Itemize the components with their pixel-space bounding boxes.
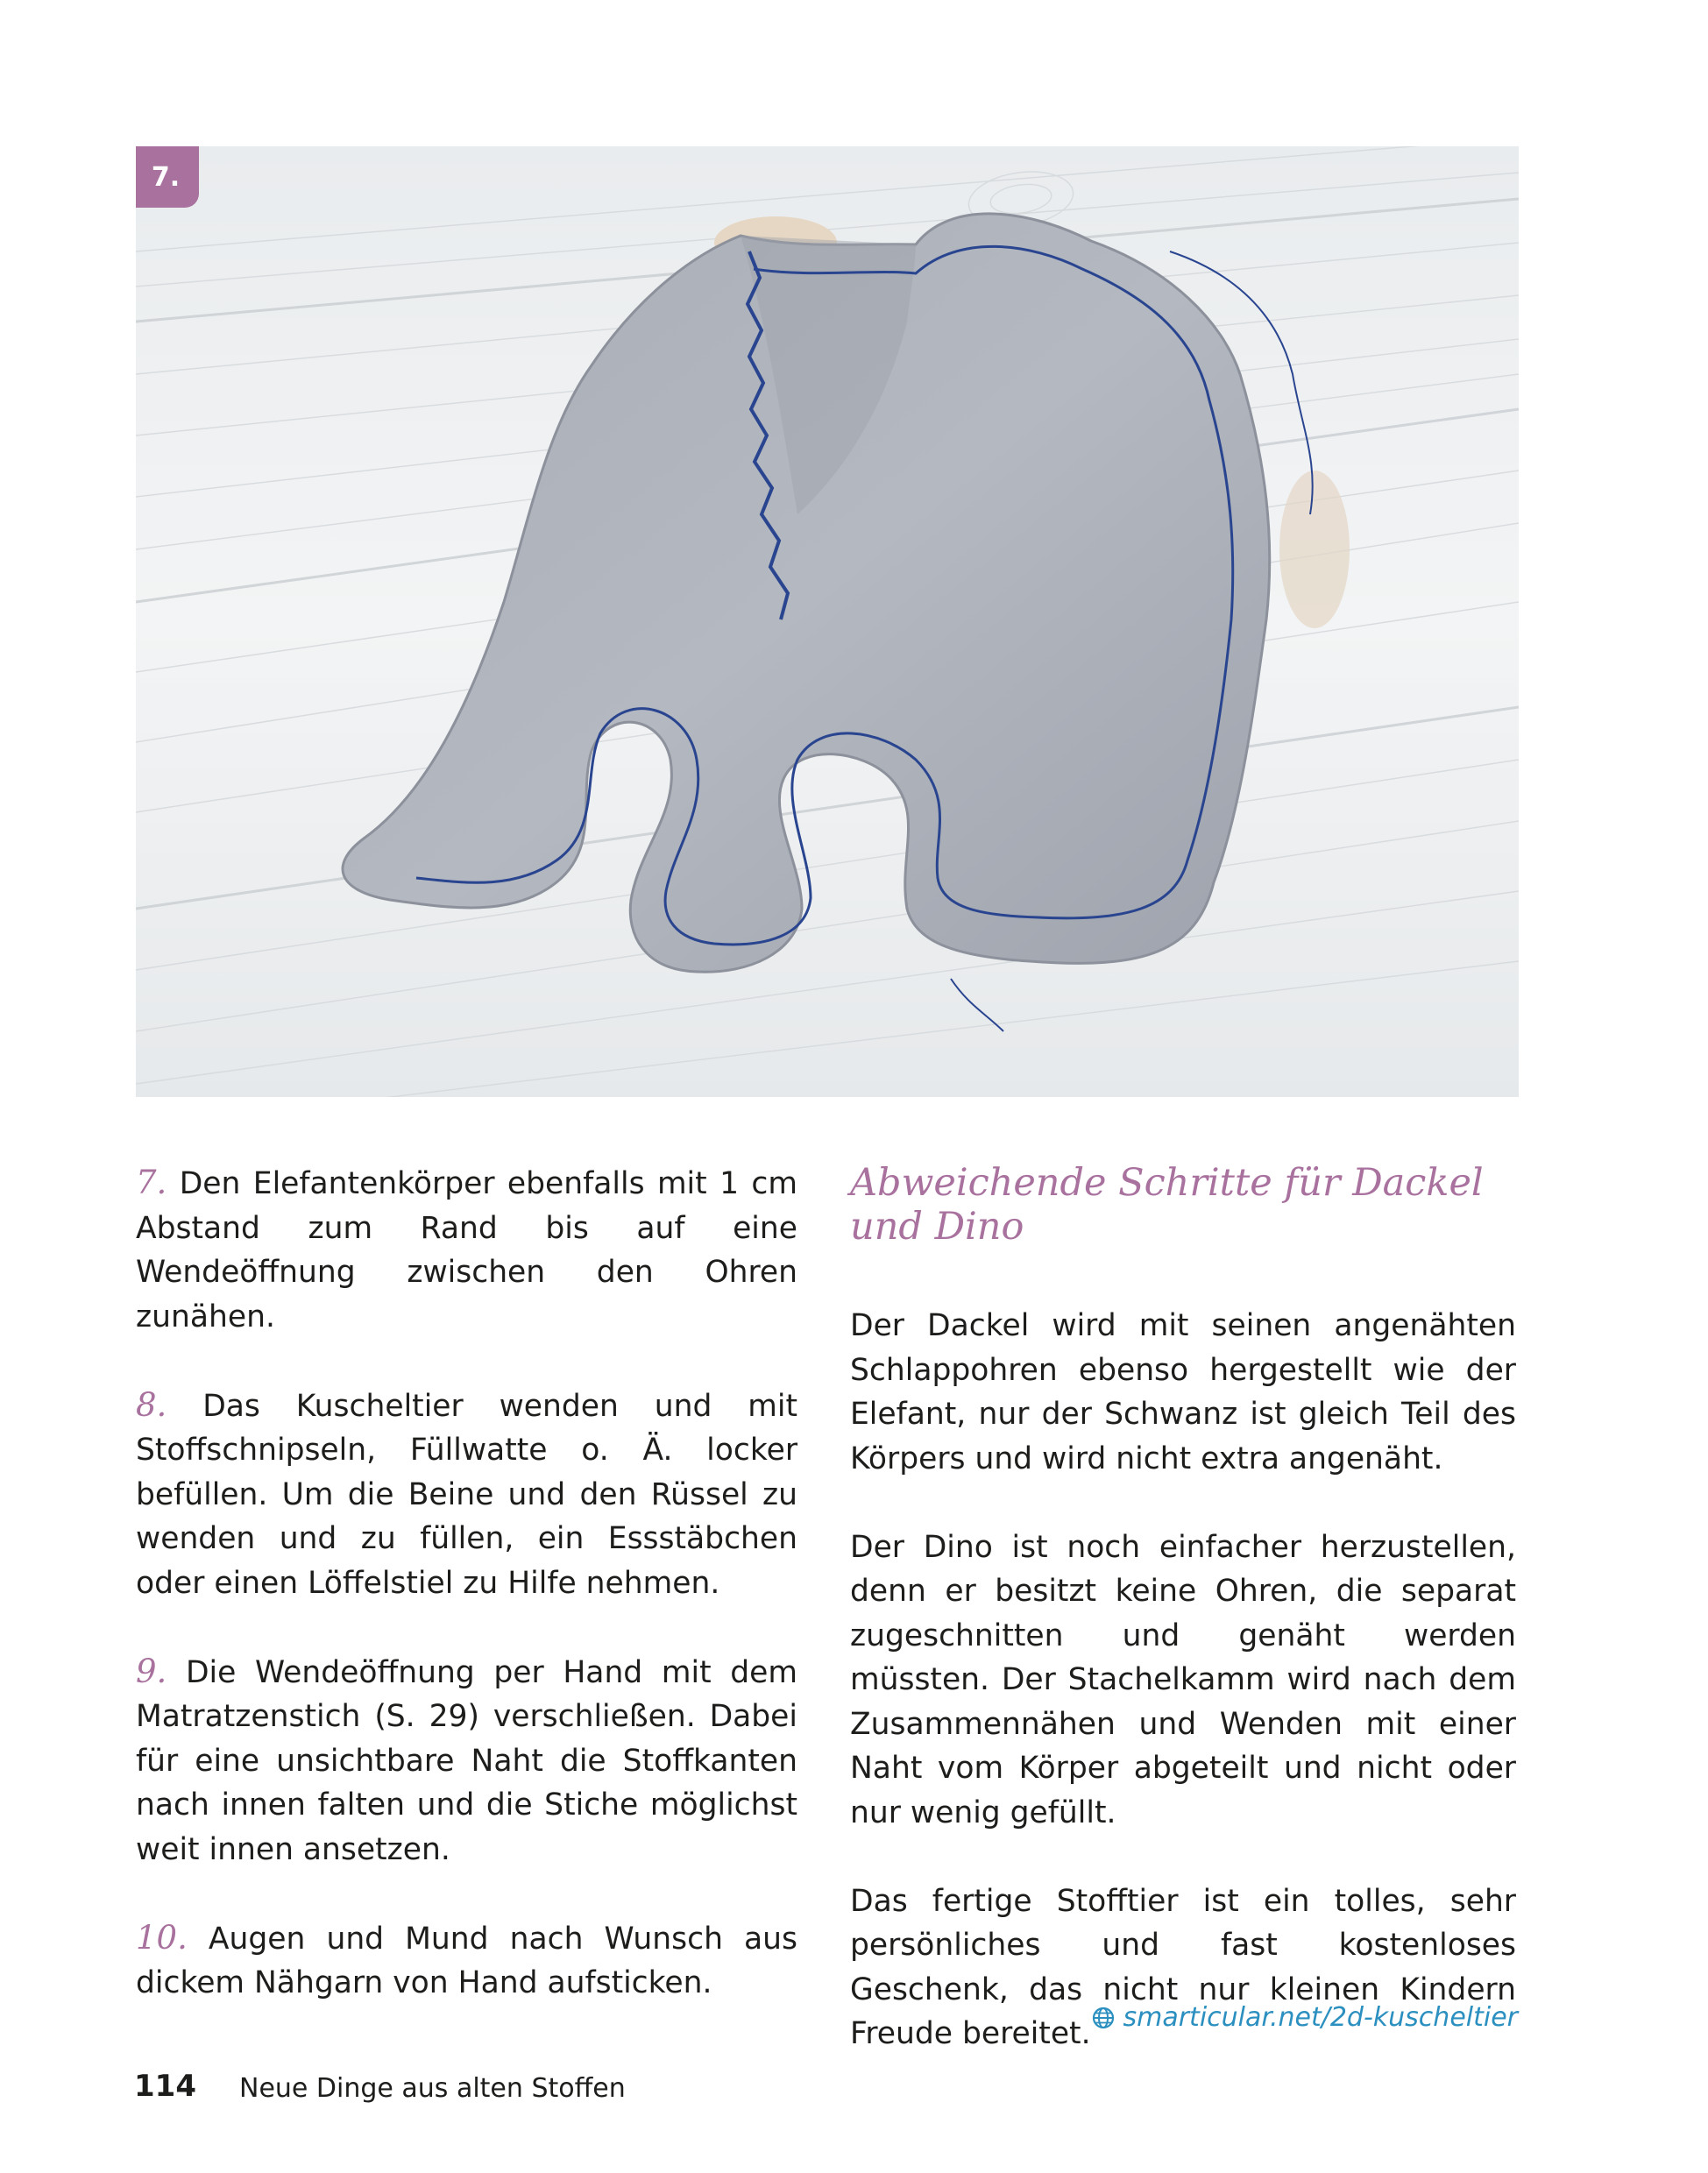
step-paragraph xyxy=(136,1650,797,1872)
elephant-fabric-illustration xyxy=(136,146,1519,1097)
running-title: Neue Dinge aus alten Stoffen xyxy=(239,2073,626,2104)
step-number: 10. xyxy=(136,1918,188,1957)
step-text: Den Elefantenkörper ebenfalls mit 1 cm Abstand zum Rand bis auf eine Wendeöffnung zwischen den Ohren zunähen. xyxy=(136,1166,797,1334)
globe-icon xyxy=(1091,2006,1116,2030)
web-link[interactable] xyxy=(1091,2002,1518,2033)
variations-section xyxy=(850,1161,1516,2100)
body-paragraph: Das fertige Stofftier ist ein tolles, sehr persönliches und fast kostenloses Geschenk, das nicht nur kleinen Kindern Freude bereitet. xyxy=(850,1883,1516,2051)
step-paragraph xyxy=(136,1916,797,2006)
step-paragraph xyxy=(136,1161,797,1339)
step-paragraph xyxy=(136,1384,797,1606)
page-number: 114 xyxy=(134,2069,196,2104)
section-heading: Abweichende Schritte für Dackel und Dino xyxy=(850,1161,1484,1249)
step-number: 7. xyxy=(136,1164,167,1201)
step-number: 9. xyxy=(136,1652,167,1690)
step-text: Augen und Mund nach Wunsch aus dickem Nähgarn von Hand aufsticken. xyxy=(136,1921,797,2000)
web-link-text[interactable]: smarticular.net/2d-kuscheltier xyxy=(1123,2002,1518,2033)
step-number: 8. xyxy=(136,1385,167,1424)
step-text: Das Kuscheltier wenden und mit Stoffschnipseln, Füllwatte o. Ä. locker befüllen. Um die Beine und den Rüssel zu wenden und zu füllen, ein Essstäbchen oder einen Löffelstiel zu Hilfe nehmen. xyxy=(136,1388,797,1601)
step-badge: 7. xyxy=(136,146,199,208)
instruction-steps xyxy=(136,1161,797,2049)
body-paragraph: Der Dino ist noch einfacher herzustellen, denn er besitzt keine Ohren, die separat zugeschnitten und genäht werden müssten. Der Stachelkamm wird nach dem Zusammennähen und Wenden mit einer Naht vom Körper abgeteilt und nicht oder nur wenig gefüllt. xyxy=(850,1529,1516,1830)
step-text: Die Wendeöffnung per Hand mit dem Matratzenstich (S. 29) verschließen. Dabei für eine unsichtbare Naht die Stoffkanten nach innen falten und die Stiche möglichst weit innen ansetzen. xyxy=(136,1654,797,1867)
step-photo xyxy=(136,146,1519,1097)
body-paragraph: Der Dackel wird mit seinen angenähten Schlappohren ebenso hergestellt wie der Elefant, nur der Schwanz ist gleich Teil des Körpers und wird nicht extra angenäht. xyxy=(850,1308,1516,1476)
